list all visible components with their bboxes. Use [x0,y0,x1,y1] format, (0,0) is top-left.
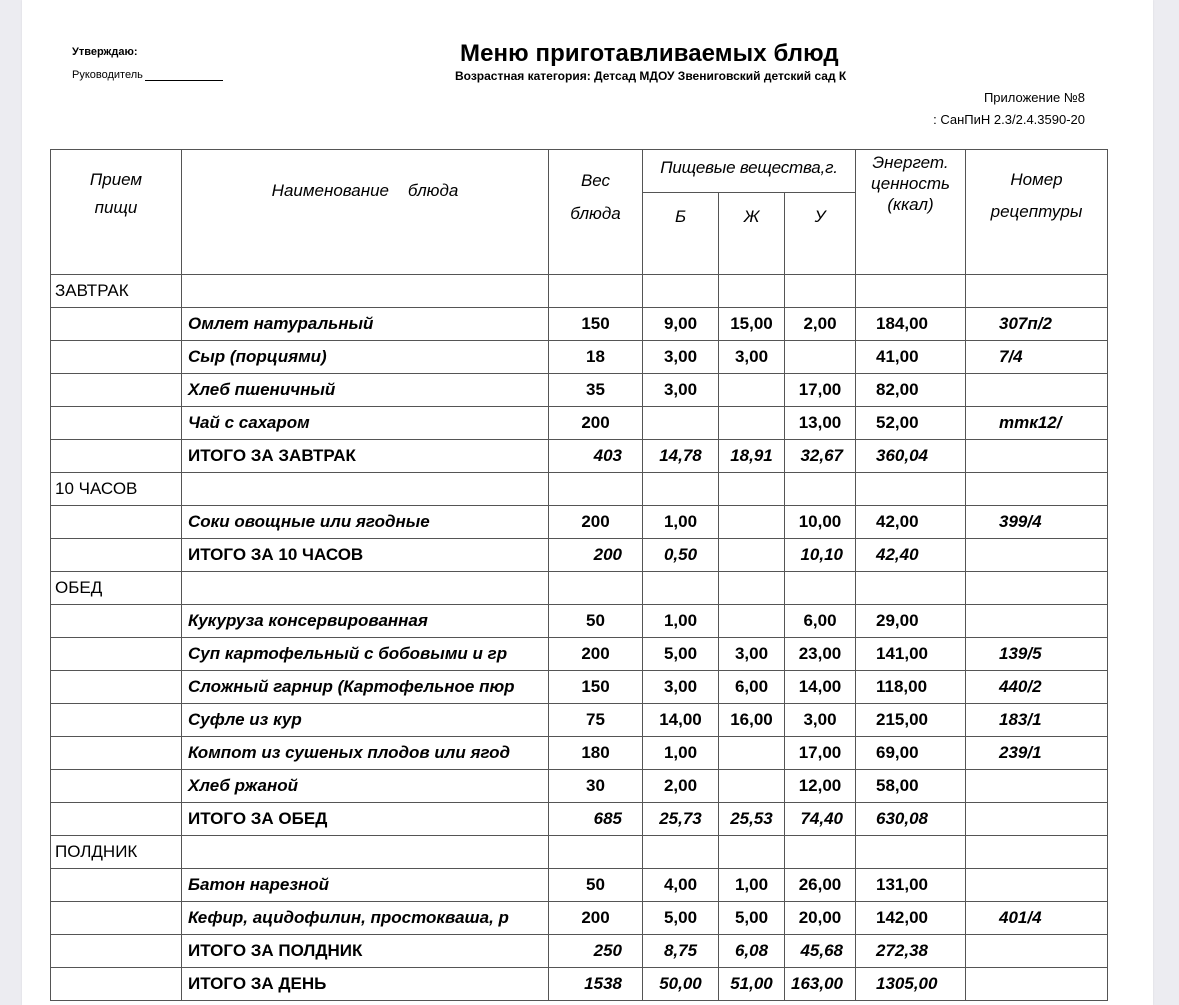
dish-name-cell: Кукуруза консервированная [182,605,549,638]
fat-cell [719,275,785,308]
dish-name-cell: Компот из сушеных плодов или ягод [182,737,549,770]
fat-cell [719,407,785,440]
recipe-cell [966,275,1108,308]
protein-cell: 3,00 [643,341,719,374]
dish-name-cell: ИТОГО ЗА ПОЛДНИК [182,935,549,968]
fat-cell: 6,08 [719,935,785,968]
weight-cell: 150 [549,308,643,341]
meal-cell [51,935,182,968]
protein-cell: 5,00 [643,902,719,935]
fat-cell [719,473,785,506]
header-protein: Б [643,192,719,274]
energy-cell: 42,00 [856,506,966,539]
meal-cell [51,374,182,407]
recipe-cell [966,473,1108,506]
energy-cell: 52,00 [856,407,966,440]
carbs-cell [785,572,856,605]
fat-cell: 5,00 [719,902,785,935]
fat-cell: 6,00 [719,671,785,704]
header-carbs: У [785,192,856,274]
dish-name-cell: Хлеб пшеничный [182,374,549,407]
dish-name-cell: ИТОГО ЗА ЗАВТРАК [182,440,549,473]
energy-cell: 215,00 [856,704,966,737]
dish-name-cell: ИТОГО ЗА ОБЕД [182,803,549,836]
recipe-cell [966,869,1108,902]
carbs-cell: 3,00 [785,704,856,737]
meal-cell [51,341,182,374]
recipe-cell [966,374,1108,407]
protein-cell: 8,75 [643,935,719,968]
weight-cell [549,473,643,506]
dish-name-cell [182,275,549,308]
fat-cell [719,374,785,407]
recipe-cell [966,572,1108,605]
table-row [51,770,1108,803]
total-row [51,968,1108,1001]
protein-cell: 3,00 [643,671,719,704]
document-page [22,0,1153,1005]
header-weight: Вес блюда [549,150,643,275]
table-row [51,638,1108,671]
weight-cell: 685 [549,803,643,836]
meal-section-row [51,572,1108,605]
total-row [51,539,1108,572]
recipe-cell [966,803,1108,836]
weight-cell: 50 [549,869,643,902]
energy-cell: 630,08 [856,803,966,836]
protein-cell: 5,00 [643,638,719,671]
carbs-cell: 23,00 [785,638,856,671]
header-energy: Энергет. ценность (ккал) [856,150,966,275]
approve-label: Утверждаю: [72,46,138,58]
recipe-cell: 440/2 [966,671,1108,704]
carbs-cell: 17,00 [785,737,856,770]
weight-cell: 30 [549,770,643,803]
energy-cell: 69,00 [856,737,966,770]
weight-cell: 75 [549,704,643,737]
energy-cell: 141,00 [856,638,966,671]
weight-cell [549,572,643,605]
carbs-cell: 163,00 [785,968,856,1001]
recipe-cell: 239/1 [966,737,1108,770]
total-row [51,803,1108,836]
energy-cell: 58,00 [856,770,966,803]
recipe-cell: 401/4 [966,902,1108,935]
fat-cell [719,836,785,869]
page-title: Меню приготавливаемых блюд [460,40,839,67]
fat-cell: 16,00 [719,704,785,737]
carbs-cell [785,836,856,869]
protein-cell: 0,50 [643,539,719,572]
weight-cell: 403 [549,440,643,473]
protein-cell: 2,00 [643,770,719,803]
table-row [51,869,1108,902]
dish-name-cell: Соки овощные или ягодные [182,506,549,539]
dish-name-cell [182,836,549,869]
meal-cell [51,902,182,935]
table-row [51,506,1108,539]
meal-cell: ПОЛДНИК [51,836,182,869]
table-row [51,605,1108,638]
carbs-cell [785,275,856,308]
dish-name-cell: ИТОГО ЗА ДЕНЬ [182,968,549,1001]
table-row [51,902,1108,935]
dish-name-cell [182,572,549,605]
carbs-cell: 45,68 [785,935,856,968]
appendix-label: Приложение №8 [983,90,1085,105]
protein-cell: 14,00 [643,704,719,737]
table-row [51,341,1108,374]
recipe-cell [966,935,1108,968]
energy-cell: 42,40 [856,539,966,572]
total-row [51,440,1108,473]
protein-cell [643,572,719,605]
fat-cell: 15,00 [719,308,785,341]
recipe-cell [966,968,1108,1001]
protein-cell: 1,00 [643,737,719,770]
meal-cell [51,308,182,341]
menu-table [50,149,1108,1001]
protein-cell [643,407,719,440]
meal-cell [51,671,182,704]
fat-cell [719,737,785,770]
recipe-cell: 399/4 [966,506,1108,539]
head-label: Руководитель [72,69,143,81]
weight-cell: 18 [549,341,643,374]
header-fat: Ж [719,192,785,274]
protein-cell: 4,00 [643,869,719,902]
meal-cell [51,440,182,473]
recipe-cell: 7/4 [966,341,1108,374]
dish-name-cell: Чай с сахаром [182,407,549,440]
meal-section-row [51,836,1108,869]
carbs-cell: 2,00 [785,308,856,341]
table-row [51,308,1108,341]
carbs-cell: 6,00 [785,605,856,638]
header-dish-name: Наименование блюда [182,150,549,275]
meal-cell [51,605,182,638]
fat-cell [719,539,785,572]
age-category: Возрастная категория: Детсад МДОУ Звениговский детский сад К [455,69,847,83]
protein-cell: 9,00 [643,308,719,341]
weight-cell: 50 [549,605,643,638]
protein-cell [643,836,719,869]
weight-cell: 180 [549,737,643,770]
meal-cell: ЗАВТРАК [51,275,182,308]
fat-cell: 1,00 [719,869,785,902]
meal-cell [51,704,182,737]
head-signature-line [72,69,223,81]
protein-cell: 50,00 [643,968,719,1001]
table-row [51,737,1108,770]
fat-cell [719,605,785,638]
protein-cell: 1,00 [643,605,719,638]
meal-cell [51,869,182,902]
meal-section-row [51,275,1108,308]
energy-cell: 29,00 [856,605,966,638]
energy-cell: 184,00 [856,308,966,341]
carbs-cell: 12,00 [785,770,856,803]
dish-name-cell: Суп картофельный с бобовыми и гр [182,638,549,671]
fat-cell [719,770,785,803]
energy-cell: 118,00 [856,671,966,704]
protein-cell: 14,78 [643,440,719,473]
energy-cell: 1305,00 [856,968,966,1001]
fat-cell [719,506,785,539]
carbs-cell: 13,00 [785,407,856,440]
carbs-cell: 17,00 [785,374,856,407]
energy-cell: 142,00 [856,902,966,935]
weight-cell: 35 [549,374,643,407]
meal-cell [51,539,182,572]
fat-cell: 3,00 [719,341,785,374]
dish-name-cell: Суфле из кур [182,704,549,737]
recipe-cell: 139/5 [966,638,1108,671]
sanpin-label: : СанПиН 2.3/2.4.3590-20 [933,112,1085,127]
dish-name-cell [182,473,549,506]
recipe-cell [966,539,1108,572]
meal-cell [51,770,182,803]
weight-cell: 150 [549,671,643,704]
dish-name-cell: Омлет натуральный [182,308,549,341]
weight-cell: 1538 [549,968,643,1001]
weight-cell: 200 [549,902,643,935]
meal-section-row [51,473,1108,506]
dish-name-cell: ИТОГО ЗА 10 ЧАСОВ [182,539,549,572]
header-meal: Прием пищи [51,150,182,275]
recipe-cell [966,770,1108,803]
energy-cell [856,275,966,308]
dish-name-cell: Сложный гарнир (Картофельное пюр [182,671,549,704]
meal-cell: 10 ЧАСОВ [51,473,182,506]
energy-cell: 82,00 [856,374,966,407]
dish-name-cell: Батон нарезной [182,869,549,902]
table-row [51,407,1108,440]
weight-cell [549,836,643,869]
table-row [51,671,1108,704]
carbs-cell: 32,67 [785,440,856,473]
meal-cell [51,803,182,836]
carbs-cell: 10,10 [785,539,856,572]
recipe-cell: ттк12/ [966,407,1108,440]
protein-cell: 3,00 [643,374,719,407]
carbs-cell: 26,00 [785,869,856,902]
dish-name-cell: Кефир, ацидофилин, простокваша, р [182,902,549,935]
header-recipe: Номер рецептуры [966,150,1108,275]
meal-cell [51,968,182,1001]
dish-name-cell: Сыр (порциями) [182,341,549,374]
meal-cell: ОБЕД [51,572,182,605]
meal-cell [51,737,182,770]
meal-cell [51,506,182,539]
total-row [51,935,1108,968]
carbs-cell: 20,00 [785,902,856,935]
carbs-cell [785,341,856,374]
recipe-cell [966,440,1108,473]
fat-cell: 25,53 [719,803,785,836]
energy-cell [856,836,966,869]
recipe-cell: 183/1 [966,704,1108,737]
energy-cell: 41,00 [856,341,966,374]
protein-cell: 25,73 [643,803,719,836]
weight-cell: 250 [549,935,643,968]
weight-cell: 200 [549,638,643,671]
weight-cell [549,275,643,308]
fat-cell: 3,00 [719,638,785,671]
carbs-cell: 14,00 [785,671,856,704]
weight-cell: 200 [549,506,643,539]
carbs-cell: 74,40 [785,803,856,836]
recipe-cell [966,836,1108,869]
carbs-cell [785,473,856,506]
weight-cell: 200 [549,539,643,572]
header-nutrients: Пищевые вещества,г. [643,150,856,193]
table-row [51,374,1108,407]
energy-cell [856,572,966,605]
dish-name-cell: Хлеб ржаной [182,770,549,803]
meal-cell [51,638,182,671]
meal-cell [51,407,182,440]
recipe-cell: 307п/2 [966,308,1108,341]
protein-cell [643,275,719,308]
carbs-cell: 10,00 [785,506,856,539]
fat-cell [719,572,785,605]
table-row [51,704,1108,737]
energy-cell [856,473,966,506]
recipe-cell [966,605,1108,638]
fat-cell: 51,00 [719,968,785,1001]
energy-cell: 272,38 [856,935,966,968]
signature-blank [145,69,223,81]
fat-cell: 18,91 [719,440,785,473]
energy-cell: 131,00 [856,869,966,902]
energy-cell: 360,04 [856,440,966,473]
weight-cell: 200 [549,407,643,440]
protein-cell: 1,00 [643,506,719,539]
protein-cell [643,473,719,506]
